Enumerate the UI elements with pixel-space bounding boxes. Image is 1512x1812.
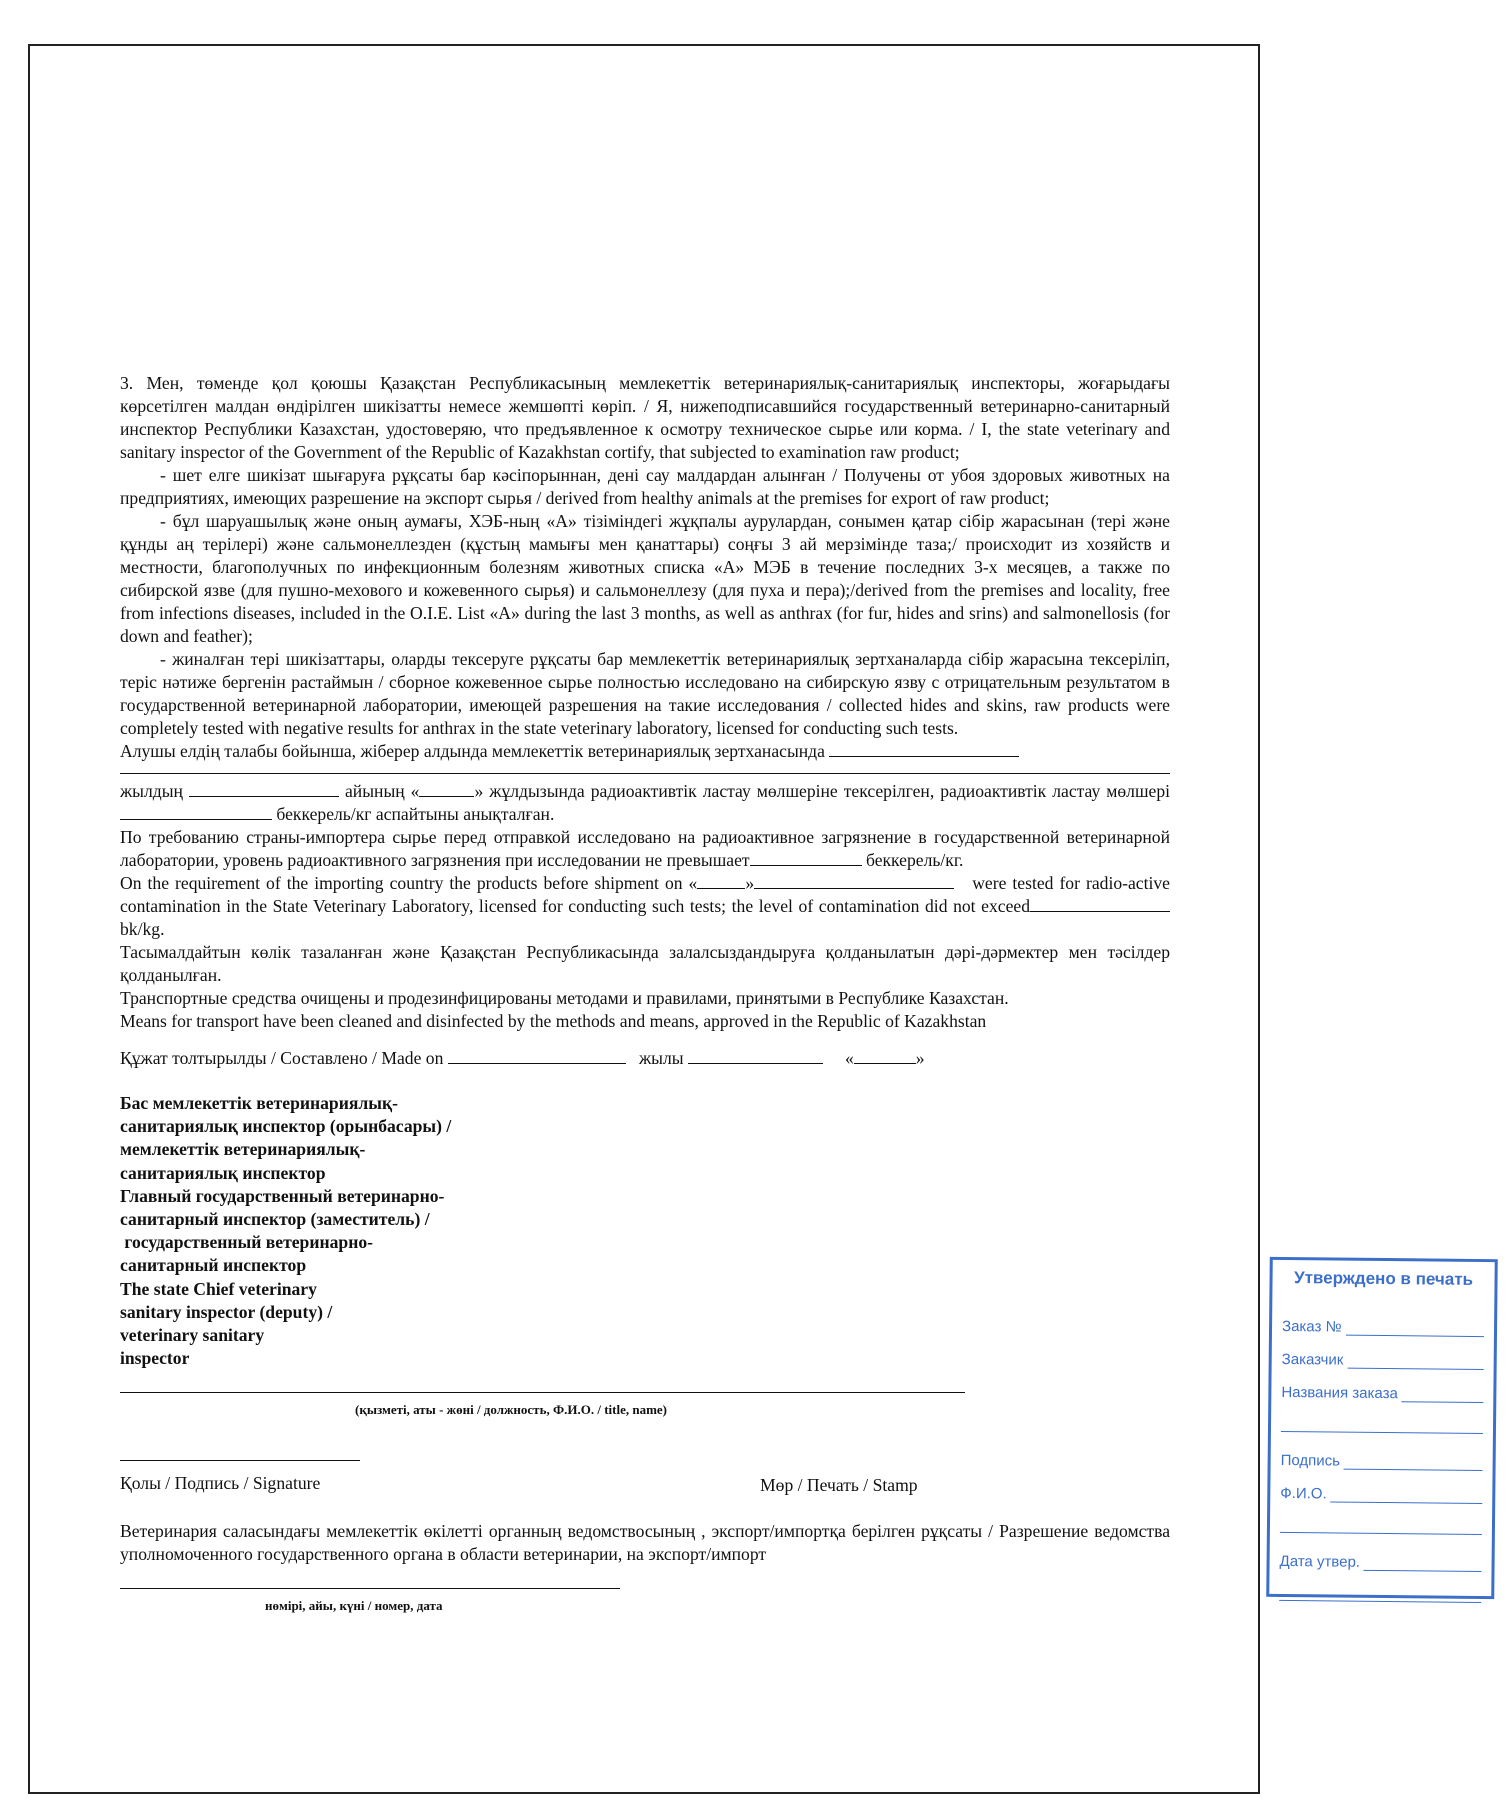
permit-number-line[interactable] xyxy=(120,1588,620,1589)
stamp-empty-line xyxy=(1280,1502,1482,1535)
stamp-row-name: Ф.И.О. xyxy=(1280,1469,1482,1504)
signer-line: санитарный инспектор (заместитель) / xyxy=(120,1209,430,1230)
section3-bullet-2: - бұл шаруашылық және оның аумағы, ХЭБ-ның «А» тізіміндегі жұқпалы аурулардан, сонымен қатар сібір жарасынан (тері және құнды аң терілері) және сальмонеллезден (құстың мамығы мен қанаттары) соңғы 3 ай мерзімінде таза;/ происходит из хозяйств и местности, благополучных по инфекционным болезням животных списка «А» МЭБ в течение последних 3-х месяцев, а также по сибирской язве (для пушно-мехового и кожевенного сырья) и сальмонеллезу (для пуха и пера);/derived from the premises and locality, free from infections diseases, included in the O.I.E. List «A» during the last 3 months, as well as anthrax (for fur, hides and srins) and salmonellosis (for down and feather); xyxy=(120,511,1170,646)
transport-en: Means for transport have been cleaned and disinfected by the methods and means, approved in the Republic of Kazakhstan xyxy=(120,1011,987,1031)
made-on-year: жылы xyxy=(639,1048,684,1068)
radio-en-text-1: On the requirement of the importing country the products before shipment on « xyxy=(120,873,698,893)
certificate-content xyxy=(120,372,1170,1614)
radio-ru-end: беккерель/кг. xyxy=(865,850,964,870)
signer-line: государственный ветеринарно- xyxy=(120,1232,373,1253)
stamp-row-order-name: Названия заказа xyxy=(1281,1368,1483,1403)
signer-line: санитариялық инспектор xyxy=(120,1162,326,1183)
signature-block xyxy=(120,1370,1170,1614)
blank-day-en[interactable] xyxy=(697,873,745,889)
signature-caption: Қолы / Подпись / Signature xyxy=(120,1473,321,1494)
stamp-empty-line xyxy=(1281,1401,1483,1434)
stamp-row-order: Заказ № xyxy=(1282,1302,1484,1337)
blank-made-day[interactable] xyxy=(854,1048,916,1064)
blank-field[interactable] xyxy=(829,741,1019,757)
title-name-caption: (қызметі, аты - жөні / должность, Ф.И.О. / title, name) xyxy=(355,1402,668,1418)
made-on-day-close: » xyxy=(915,1048,925,1068)
radio-ru xyxy=(120,826,1170,872)
radio-ru-text: По требованию страны-импортера сырье перед отправкой исследовано на радиоактивное загрязнение в государственной ветеринарной лаборатории, уровень радиоактивного загрязнения при исследовании не превышает xyxy=(120,827,1170,870)
radio-en-end: bk/kg. xyxy=(120,919,165,939)
radio-kz-line-1 xyxy=(120,740,1170,763)
radio-en-text-2: » xyxy=(745,873,755,893)
stamp-caption: Мөр / Печать / Stamp xyxy=(760,1475,918,1496)
blank-level-ru[interactable] xyxy=(750,850,862,866)
blank-level-en[interactable] xyxy=(1030,896,1170,912)
blank-line[interactable] xyxy=(120,763,1170,774)
signer-line: санитарный инспектор xyxy=(120,1255,307,1276)
signer-line: inspector xyxy=(120,1348,190,1369)
signature-line[interactable] xyxy=(120,1460,360,1461)
signer-line: Бас мемлекеттік ветеринариялық- xyxy=(120,1093,398,1113)
radio-kz-text-1: Алушы елдің талабы бойынша, жіберер алдында мемлекеттік ветеринариялық зертханасында xyxy=(120,741,825,761)
approval-stamp xyxy=(1266,1257,1498,1599)
signer-line: Главный государственный ветеринарно- xyxy=(120,1185,445,1206)
permit-number-caption: нөмірі, айы, күні / номер, дата xyxy=(265,1598,443,1614)
blank-month-en[interactable] xyxy=(754,873,954,889)
title-name-line[interactable] xyxy=(120,1392,965,1393)
signer-line: мемлекеттік ветеринариялық- xyxy=(120,1139,366,1160)
stamp-row-customer: Заказчик xyxy=(1282,1335,1484,1370)
radio-kz-month: айының « xyxy=(344,781,420,801)
blank-year[interactable] xyxy=(189,781,339,797)
signer-line: санитариялық инспектор (орынбасары) / xyxy=(120,1116,452,1137)
blank-made-year[interactable] xyxy=(688,1048,823,1064)
blank-level[interactable] xyxy=(120,804,272,820)
stamp-row-date: Дата утвер. xyxy=(1280,1537,1482,1572)
radio-kz-day: » жұлдызында радиоактивтік ластау мөлшеріне тексерілген, радиоактивтік ластау мөлшері xyxy=(474,781,1170,801)
section3-bullet-1: - шет елге шикізат шығаруға рұқсаты бар кәсіпорыннан, дені сау малдардан алынған / Получены от убоя здоровых животных на предприятиях, имеющих разрешение на экспорт сырья / derived from healthy animals at the premises for export of raw product; xyxy=(120,465,1170,508)
transport-ru: Транспортные средства очищены и продезинфицированы методами и правилами, принятыми в Республике Казахстан. xyxy=(120,988,1009,1008)
section3-intro: 3. Мен, төменде қол қоюшы Қазақстан Республикасының мемлекеттік ветеринариялық-санитариялық инспекторы, жоғарыдағы көрсетілген малдан өндірілген шикізатты немесе жемшөпті көріп. / Я, нижеподписавшийся государственный ветеринарно-санитарный инспектор Республики Казахстан, удостоверяю, что предъявленное к осмотру техническое сырье или корма. / I, the state veterinary and sanitary inspector of the Government of the Republic of Kazakhstan cortify, that subjected to examination raw product; xyxy=(120,373,1170,462)
section3-bullet-3: - жиналған тері шикізаттары, оларды тексеруге рұқсаты бар мемлекеттік ветеринариялық зертханаларда сібір жарасына тексеріліп, теріс нәтиже бергенін растаймын / сборное кожевенное сырье полностью исследовано на сибирскую язву с отрицательным результатом в государственной ветеринарной лаборатории, имеющей разрешения на такие исследования / collected hides and skins, raw products were completely tested with negative results for anthrax in the state veterinary laboratory, licensed for conducting such tests. xyxy=(120,649,1170,738)
radio-kz-line-2 xyxy=(120,780,1170,826)
stamp-empty-line xyxy=(1279,1570,1481,1603)
transport-kz: Тасымалдайтын көлік тазаланған және Қазақстан Республикасында залалсыздандыруға қолданылатын дәрі-дәрмектер мен тәсілдер қолданылған. xyxy=(120,942,1170,985)
made-on-label: Құжат толтырылды / Составлено / Made on xyxy=(120,1048,444,1068)
stamp-row-signature: Подпись xyxy=(1281,1436,1483,1471)
signer-line: sanitary inspector (deputy) / xyxy=(120,1301,333,1322)
radio-en xyxy=(120,872,1170,941)
made-on-line xyxy=(120,1047,1170,1070)
signer-line: veterinary sanitary xyxy=(120,1325,265,1346)
radio-kz-year: жылдың xyxy=(120,781,183,801)
made-on-day-open: « xyxy=(845,1048,854,1068)
radio-en-text-3: were tested for radio-active contamination in the State Veterinary Laboratory, licensed for conducting such tests; the level of contamination did not exceed xyxy=(120,873,1170,916)
blank-made-on[interactable] xyxy=(448,1048,626,1064)
signer-title-block xyxy=(120,1092,520,1370)
approval-stamp-title: Утверждено в печать xyxy=(1293,1268,1474,1289)
blank-day[interactable] xyxy=(419,781,474,797)
permit-text: Ветеринария саласындағы мемлекеттік өкілетті органның ведомствосының , экспорт/импортқа берілген рұқсаты / Разрешение ведомства уполномоченного государственного органа в области ветеринарии, на экспорт/импорт xyxy=(120,1521,1170,1565)
radio-kz-end: беккерель/кг аспайтыны анықталған. xyxy=(276,804,555,824)
signer-line: The state Chief veterinary xyxy=(120,1278,317,1299)
